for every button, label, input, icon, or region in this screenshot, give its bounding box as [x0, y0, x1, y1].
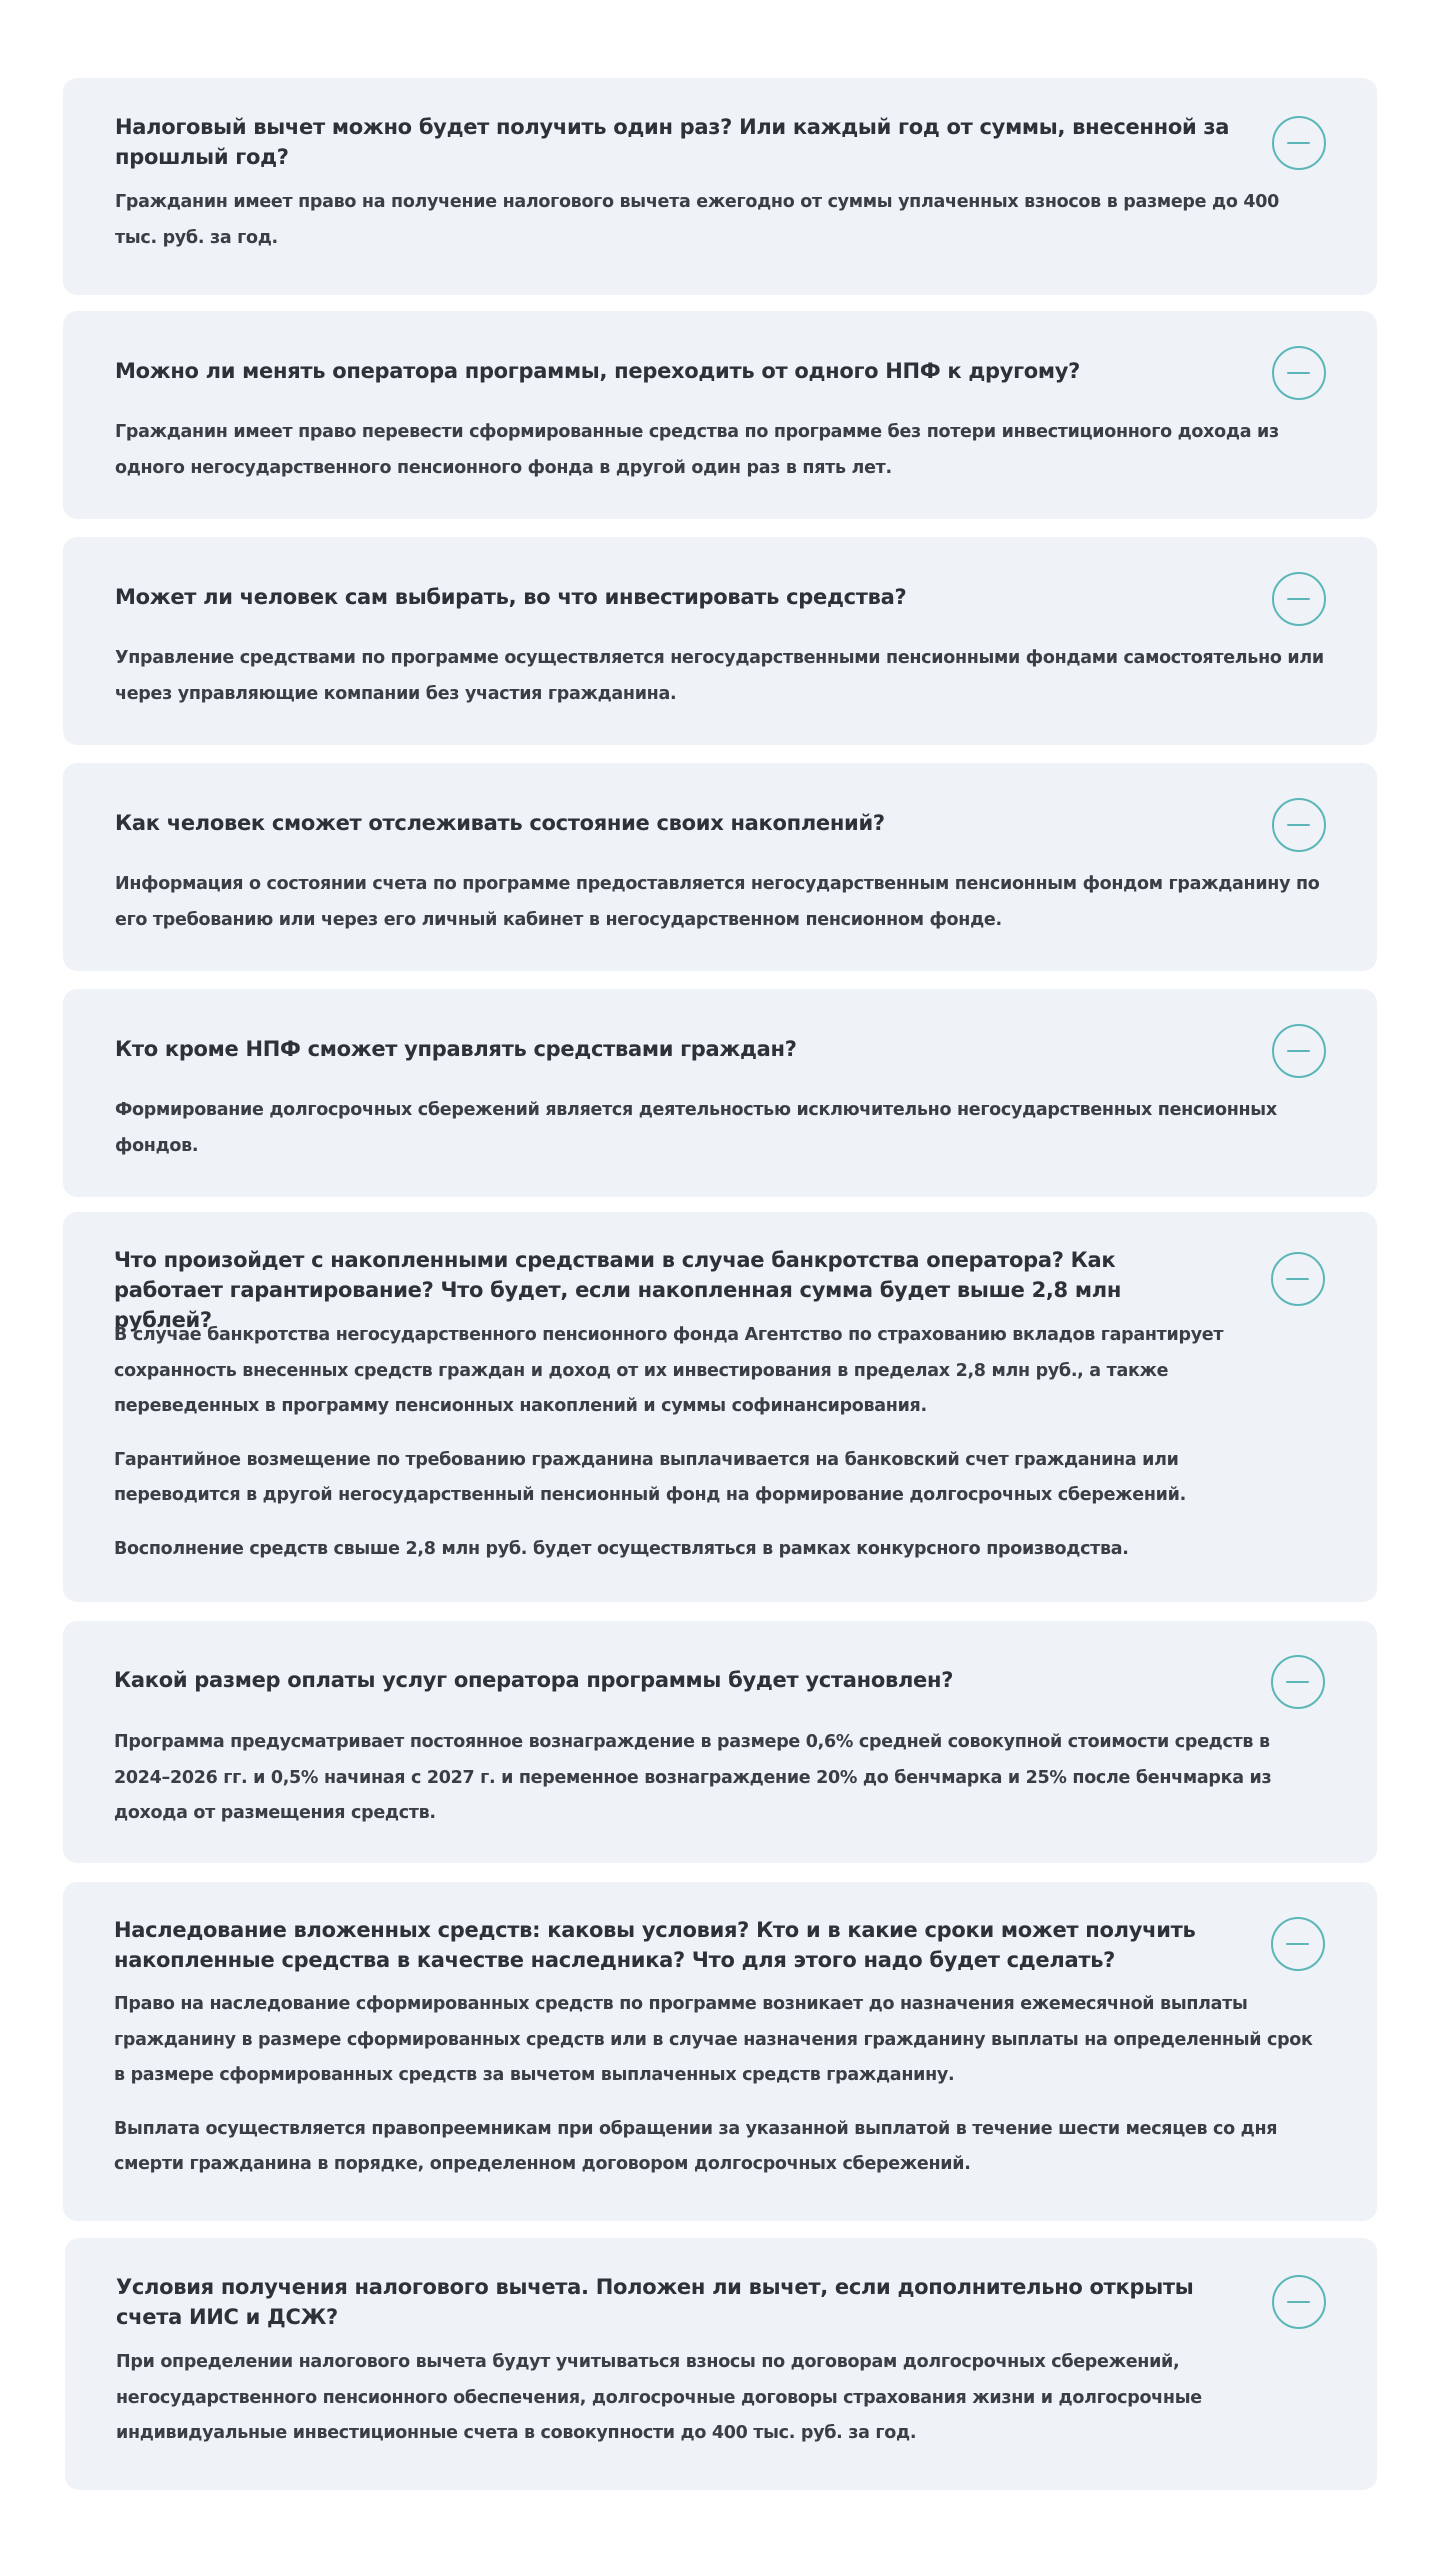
faq-answer: [115, 867, 1325, 956]
faq-answer-paragraph: Информация о состоянии счета по программе предоставляется негосударственным пенсионным фондом гражданину по его требованию или через его личный кабинет в негосударственном пенсионном фонде.: [115, 874, 1320, 930]
faq-answer-paragraph: Выплата осуществляется правопреемникам при обращении за указанной выплатой в течение шести месяцев со дня смерти гражданина в порядке, определенном договором долгосрочных сбережений.: [114, 2118, 1278, 2174]
faq-answer: [116, 2345, 1296, 2470]
faq-answer-paragraph: Гражданин имеет право на получение налогового вычета ежегодно от суммы уплаченных взносов в размере до 400 тыс. руб. за год.: [115, 192, 1280, 248]
faq-answer-paragraph: Восполнение средств свыше 2,8 млн руб. будет осуществляться в рамках конкурсного производства.: [114, 1538, 1129, 1559]
faq-answer: [115, 641, 1325, 730]
collapse-button[interactable]: [1272, 1024, 1326, 1078]
faq-answer-paragraph: При определении налогового вычета будут учитываться взносы по договорам долгосрочных сбережений, негосударственного пенсионного обеспечения, долгосрочные договоры страхования жизни и долгосрочные индивидуальные инвестиционные счета в совокупности до 400 тыс. руб. за год.: [116, 2352, 1202, 2443]
minus-icon: [1287, 142, 1310, 145]
faq-item: [65, 2238, 1377, 2490]
collapse-button[interactable]: [1272, 572, 1326, 626]
faq-item: [63, 1621, 1377, 1863]
faq-answer-paragraph: Право на наследование сформированных средств по программе возникает до назначения ежемесячной выплаты гражданину в размере сформированных средств или в случае назначения гражданину выплаты на определенный срок в размере сформированных средств за вычетом выплаченных средств гражданину.: [114, 1994, 1313, 2085]
faq-item: [63, 311, 1377, 519]
faq-question[interactable]: Кто кроме НПФ сможет управлять средствами граждан?: [115, 1037, 797, 1061]
faq-question[interactable]: Может ли человек сам выбирать, во что инвестировать средства?: [115, 585, 907, 609]
faq-answer-paragraph: В случае банкротства негосударственного пенсионного фонда Агентство по страхованию вкладов гарантирует сохранность внесенных средств граждан и доход от их инвестирования в пределах 2,8 млн руб., а также переведенных в программу пенсионных накоплений и суммы софинансирования.: [114, 1325, 1224, 1416]
minus-icon: [1286, 1943, 1309, 1946]
faq-answer: [115, 185, 1325, 274]
faq-answer: [114, 1725, 1324, 1850]
faq-question[interactable]: Наследование вложенных средств: каковы условия? Кто и в какие сроки может получить накопленные средства в качестве наследника? Что для этого надо будет сделать?: [114, 1918, 1196, 1972]
faq-answer: [114, 1987, 1324, 2201]
minus-icon: [1287, 598, 1310, 601]
faq-item: [63, 763, 1377, 971]
faq-answer: [115, 1093, 1325, 1182]
faq-question[interactable]: Что произойдет с накопленными средствами в случае банкротства оператора? Как работает гарантирование? Что будет, если накопленная сумма будет выше 2,8 млн рублей?: [114, 1248, 1122, 1332]
faq-question[interactable]: Можно ли менять оператора программы, переходить от одного НПФ к другому?: [115, 359, 1081, 383]
faq-answer-paragraph: Программа предусматривает постоянное вознаграждение в размере 0,6% средней совокупной стоимости средств в 2024–2026 гг. и 0,5% начиная с 2027 г. и переменное вознаграждение 20% до бенчмарка и 25% после бенчмарка из дохода от размещения средств.: [114, 1732, 1272, 1823]
faq-item: [63, 537, 1377, 745]
faq-answer-paragraph: Формирование долгосрочных сбережений является деятельностью исключительно негосударственных пенсионных фондов.: [115, 1100, 1277, 1156]
minus-icon: [1287, 2301, 1310, 2304]
faq-answer-paragraph: Управление средствами по программе осуществляется негосударственными пенсионными фондами самостоятельно или через управляющие компании без участия гражданина.: [115, 648, 1324, 704]
faq-item: [63, 1212, 1377, 1602]
faq-item: [63, 1882, 1377, 2221]
minus-icon: [1287, 824, 1310, 827]
minus-icon: [1287, 372, 1310, 375]
collapse-button[interactable]: [1271, 1655, 1325, 1709]
faq-question[interactable]: Как человек сможет отслеживать состояние своих накоплений?: [115, 811, 885, 835]
minus-icon: [1286, 1278, 1309, 1281]
faq-answer: [115, 415, 1325, 504]
collapse-button[interactable]: [1272, 116, 1326, 170]
collapse-button[interactable]: [1271, 1252, 1325, 1306]
faq-answer: [114, 1318, 1274, 1585]
minus-icon: [1287, 1050, 1310, 1053]
collapse-button[interactable]: [1271, 1917, 1325, 1971]
faq-answer-paragraph: Гарантийное возмещение по требованию гражданина выплачивается на банковский счет гражданина или переводится в другой негосударственный пенсионный фонд на формирование долгосрочных сбережений.: [114, 1449, 1186, 1505]
faq-question[interactable]: Налоговый вычет можно будет получить один раз? Или каждый год от суммы, внесенной за прошлый год?: [115, 115, 1230, 169]
collapse-button[interactable]: [1272, 798, 1326, 852]
collapse-button[interactable]: [1272, 346, 1326, 400]
faq-answer-paragraph: Гражданин имеет право перевести сформированные средства по программе без потери инвестиционного дохода из одного негосударственного пенсионного фонда в другой один раз в пять лет.: [115, 422, 1279, 478]
faq-question[interactable]: Какой размер оплаты услуг оператора программы будет установлен?: [114, 1668, 954, 1692]
faq-item: [63, 989, 1377, 1197]
collapse-button[interactable]: [1272, 2275, 1326, 2329]
faq-item: [63, 78, 1377, 295]
minus-icon: [1286, 1681, 1309, 1684]
faq-question[interactable]: Условия получения налогового вычета. Положен ли вычет, если дополнительно открыты счета ИИС и ДСЖ?: [116, 2275, 1194, 2329]
